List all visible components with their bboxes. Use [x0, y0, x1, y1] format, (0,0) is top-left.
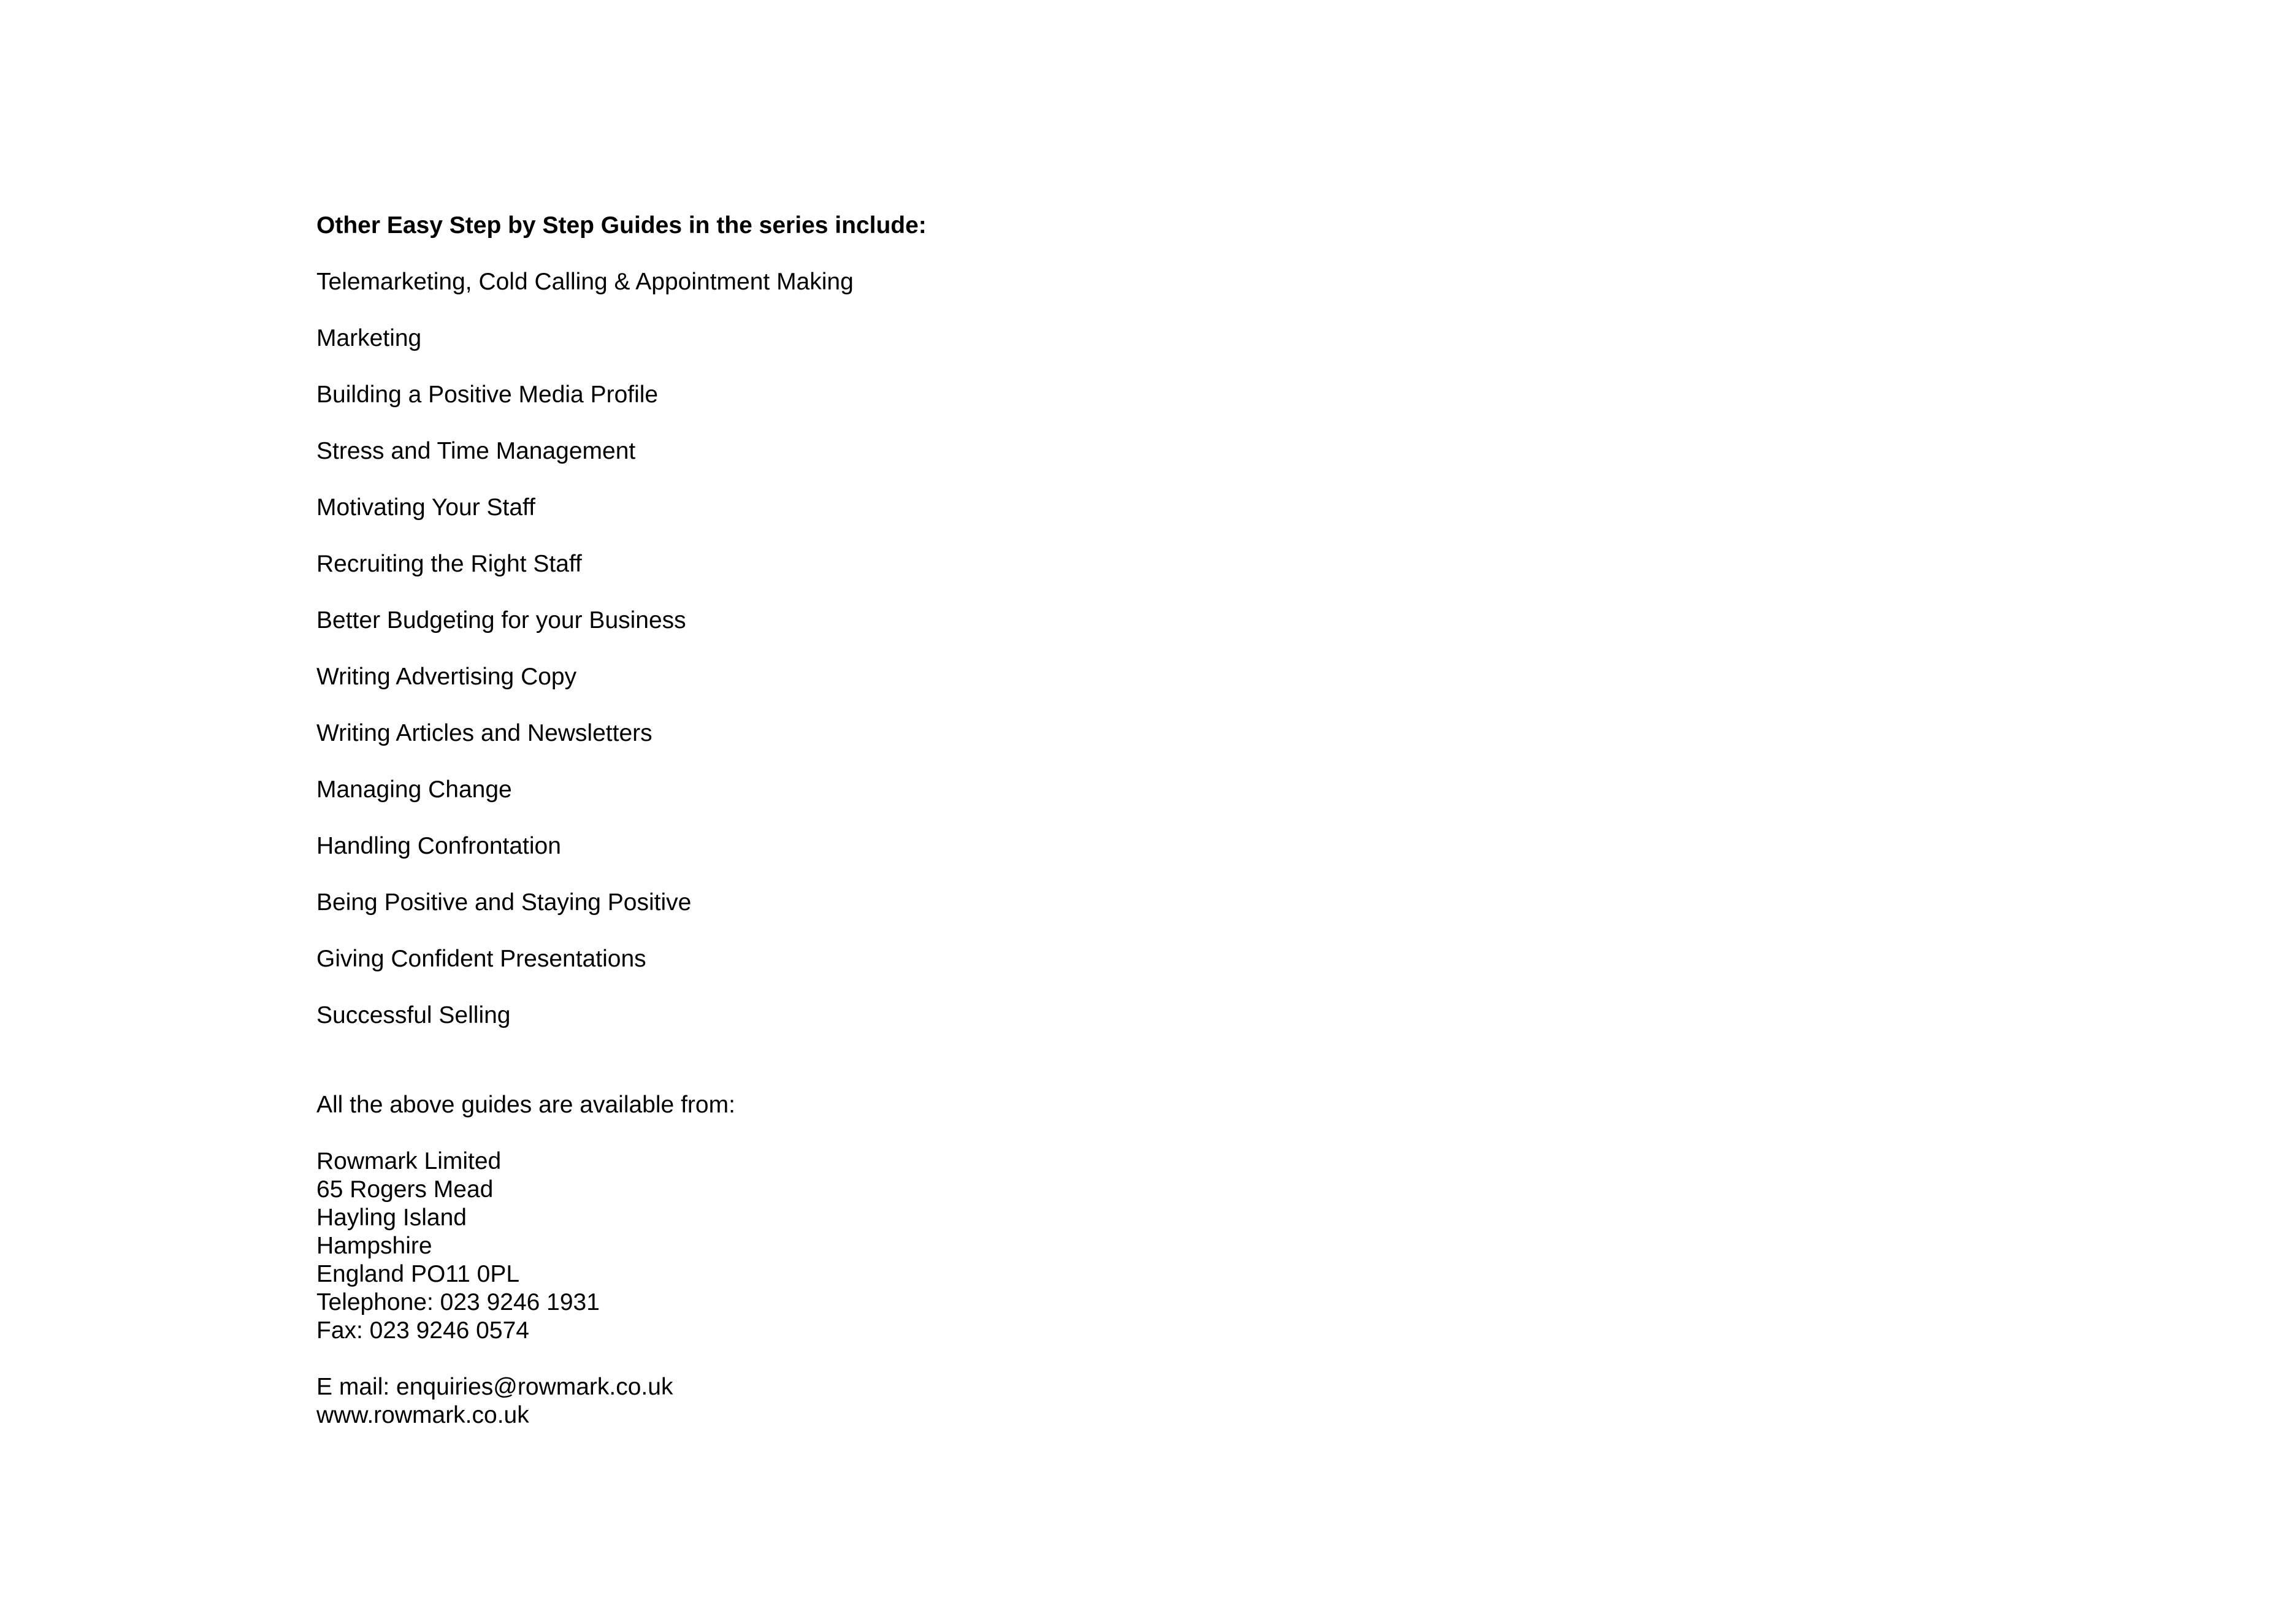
address-county: Hampshire — [316, 1233, 432, 1259]
website: www.rowmark.co.uk — [316, 1402, 529, 1428]
telephone: Telephone: 023 9246 1931 — [316, 1289, 600, 1315]
fax: Fax: 023 9246 0574 — [316, 1317, 529, 1344]
guide-item: Recruiting the Right Staff — [316, 551, 582, 577]
page-content — [316, 212, 1666, 1430]
email: E mail: enquiries@rowmark.co.uk — [316, 1374, 673, 1400]
guide-item: Motivating Your Staff — [316, 494, 536, 521]
guide-list — [316, 268, 1666, 1030]
address-country-postcode: England PO11 0PL — [316, 1261, 520, 1287]
guide-item: Managing Change — [316, 776, 512, 803]
guide-item: Better Budgeting for your Business — [316, 607, 686, 634]
guide-item: Stress and Time Management — [316, 438, 636, 464]
guide-item: Writing Articles and Newsletters — [316, 720, 652, 746]
address-locality: Hayling Island — [316, 1204, 467, 1231]
contact-block — [316, 1373, 1666, 1430]
guide-item: Giving Confident Presentations — [316, 946, 646, 972]
guide-item: Handling Confrontation — [316, 833, 561, 859]
guide-item: Successful Selling — [316, 1002, 511, 1028]
company-name: Rowmark Limited — [316, 1148, 502, 1174]
guide-item: Being Positive and Staying Positive — [316, 889, 692, 916]
series-heading: Other Easy Step by Step Guides in the series include: — [316, 212, 927, 239]
address-street: 65 Rogers Mead — [316, 1176, 494, 1203]
guide-item: Telemarketing, Cold Calling & Appointment Making — [316, 269, 854, 295]
address-block — [316, 1147, 1666, 1345]
availability-text: All the above guides are available from: — [316, 1092, 735, 1118]
guide-item: Marketing — [316, 325, 422, 351]
guide-item: Building a Positive Media Profile — [316, 381, 659, 408]
guide-item: Writing Advertising Copy — [316, 664, 577, 690]
